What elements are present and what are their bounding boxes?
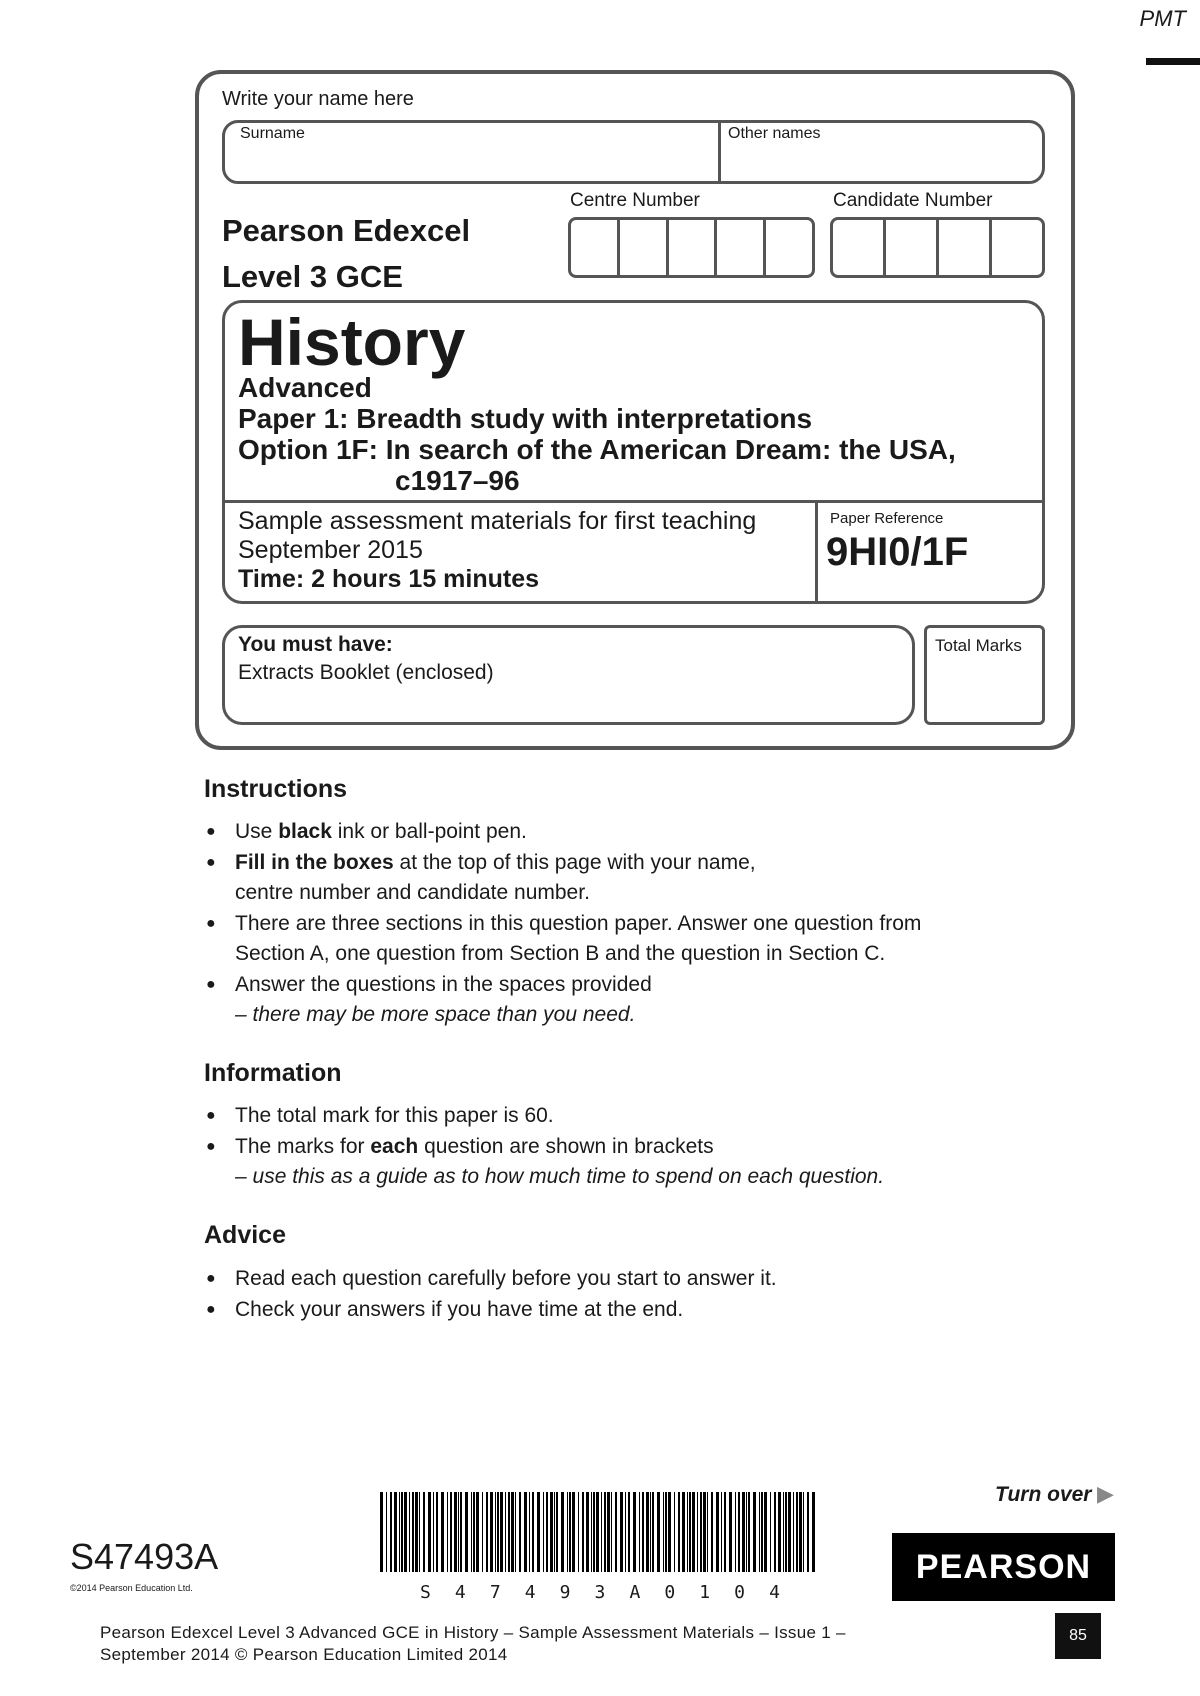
information-list — [206, 1101, 1006, 1193]
surname-field[interactable] — [240, 142, 710, 178]
sample-line2: September 2015 — [238, 536, 423, 564]
option-title: Option 1F: In search of the American Dream: the USA, — [238, 434, 956, 465]
barcode-bar — [593, 1492, 595, 1572]
barcode-bar — [423, 1492, 425, 1572]
barcode-bar — [697, 1492, 698, 1572]
option-date-range: c1917–96 — [395, 465, 520, 496]
barcode-bar — [615, 1492, 617, 1572]
barcode-bar — [537, 1492, 540, 1572]
exam-board — [222, 208, 470, 300]
centre-number-boxes[interactable] — [568, 217, 815, 278]
barcode-bar — [582, 1492, 584, 1572]
barcode-bar — [607, 1492, 610, 1572]
exam-board-line1: Pearson Edexcel — [222, 213, 471, 248]
barcode-bar — [433, 1492, 434, 1572]
time-allowed: Time: 2 hours 15 minutes — [238, 565, 540, 593]
barcode-char: 4 — [524, 1582, 536, 1603]
barcode-bar — [394, 1492, 397, 1572]
barcode-bar — [546, 1492, 548, 1572]
barcode-bar — [596, 1492, 599, 1572]
barcode-bar — [703, 1492, 706, 1572]
barcode-bar — [738, 1492, 740, 1572]
barcode-bar — [458, 1492, 459, 1572]
barcode-char: 7 — [489, 1582, 501, 1603]
barcode-bar — [386, 1492, 387, 1572]
barcode-bar — [783, 1492, 784, 1572]
candidate-number-boxes[interactable] — [830, 217, 1045, 278]
barcode-bar — [486, 1492, 488, 1572]
barcode-bar — [556, 1492, 558, 1572]
barcode-bar — [748, 1492, 750, 1572]
list-item: ● Use black ink or ball-point pen. — [206, 817, 1006, 848]
barcode-bar — [578, 1492, 579, 1572]
page-number: 85 — [1055, 1613, 1101, 1659]
barcode-bar — [511, 1492, 514, 1572]
barcode-bar — [700, 1492, 702, 1572]
centre-digit-box[interactable] — [571, 220, 617, 275]
turn-over-arrow-icon: ▶ — [1097, 1481, 1114, 1506]
barcode-bar — [724, 1492, 726, 1572]
instructions-list — [206, 817, 1006, 1031]
barcode-bar — [799, 1492, 802, 1572]
exam-board-line2: Level 3 GCE — [222, 259, 403, 294]
barcode-bar — [447, 1492, 448, 1572]
other-names-label: Other names — [728, 125, 821, 142]
pearson-logo: PEARSON — [892, 1533, 1115, 1601]
barcode-bar — [543, 1492, 544, 1572]
barcode-char: 4 — [454, 1582, 466, 1603]
sample-info — [238, 507, 756, 594]
barcode-bar — [707, 1492, 708, 1572]
barcode-char: 3 — [594, 1582, 606, 1603]
barcode-bar — [628, 1492, 630, 1572]
barcode-bar — [515, 1492, 516, 1572]
paper-title: Paper 1: Breadth study with interpretations — [238, 403, 813, 434]
barcode-bar — [678, 1492, 680, 1572]
barcode-bar — [812, 1492, 815, 1572]
barcode-char: 1 — [699, 1582, 711, 1603]
barcode-bar — [412, 1492, 414, 1572]
list-item: ● Answer the questions in the spaces provided – there may be more space than you need. — [206, 970, 1006, 1031]
footer-line2: September 2014 © Pearson Education Limited 2014 — [100, 1645, 508, 1664]
barcode-bar — [764, 1492, 767, 1572]
barcode-bar — [490, 1492, 493, 1572]
barcode-bar — [742, 1492, 745, 1572]
subject-title: History — [238, 305, 466, 379]
barcode-char: S — [420, 1582, 431, 1603]
barcode-bar — [788, 1492, 791, 1572]
barcode-bar — [399, 1492, 400, 1572]
barcode-bar — [601, 1492, 602, 1572]
paper-details — [238, 372, 956, 496]
small-copyright: ©2014 Pearson Education Ltd. — [70, 1583, 193, 1593]
barcode-bar — [567, 1492, 568, 1572]
barcode-bar — [759, 1492, 760, 1572]
barcode-bar — [721, 1492, 722, 1572]
candidate-digit-box[interactable] — [833, 220, 883, 275]
list-item: ● Fill in the boxes at the top of this page with your name, centre number and candidate number. — [206, 848, 1006, 909]
barcode-bar — [428, 1492, 431, 1572]
barcode-bar — [569, 1492, 571, 1572]
barcode-bar — [692, 1492, 695, 1572]
barcode-bar — [796, 1492, 798, 1572]
barcode-bar — [508, 1492, 510, 1572]
paper-reference: 9HI0/1F — [826, 530, 969, 574]
paper-reference-label: Paper Reference — [830, 510, 944, 527]
paper-code: S47493A — [70, 1536, 219, 1577]
barcode-bar — [591, 1492, 592, 1572]
centre-digit-box[interactable] — [714, 220, 763, 275]
barcode-bar — [404, 1492, 407, 1572]
barcode-bar — [803, 1492, 804, 1572]
barcode-char: 0 — [664, 1582, 676, 1603]
barcode-bar — [639, 1492, 640, 1572]
barcode-bar — [625, 1492, 626, 1572]
surname-label: Surname — [240, 125, 305, 142]
list-item: ● The total mark for this paper is 60. — [206, 1101, 1006, 1132]
centre-digit-box[interactable] — [617, 220, 666, 275]
barcode-bar — [761, 1492, 763, 1572]
barcode-bar — [687, 1492, 688, 1572]
barcode-bar — [550, 1492, 553, 1572]
barcode-bar — [473, 1492, 475, 1572]
barcode-bar — [774, 1492, 776, 1572]
barcode-bar — [682, 1492, 685, 1572]
barcode-bar — [716, 1492, 719, 1572]
centre-digit-box[interactable] — [763, 220, 812, 275]
instructions-heading: Instructions — [204, 775, 348, 803]
barcode-bar — [476, 1492, 479, 1572]
barcode-bar — [663, 1492, 664, 1572]
pmt-label: PMT — [1139, 6, 1186, 31]
candidate-number-label: Candidate Number — [833, 190, 993, 211]
barcode-bar — [471, 1492, 472, 1572]
barcode-bar — [642, 1492, 644, 1572]
barcode-bar — [665, 1492, 667, 1572]
turn-over-label: Turn over — [995, 1483, 1092, 1506]
subject-divider — [222, 500, 1045, 503]
barcode-bar — [532, 1492, 534, 1572]
barcode-bar — [735, 1492, 736, 1572]
barcode-bar — [611, 1492, 612, 1572]
sample-line1: Sample assessment materials for first teaching — [238, 507, 757, 535]
barcode-bar — [729, 1492, 732, 1572]
barcode-bar — [409, 1492, 410, 1572]
list-item: ● The marks for each question are shown in brackets – use this as a guide as to how much time to spend on each question. — [206, 1132, 1006, 1193]
barcode-bar — [529, 1492, 530, 1572]
barcode-bar — [380, 1492, 383, 1572]
barcode-char: 4 — [769, 1582, 780, 1603]
must-have-item: Extracts Booklet (enclosed) — [238, 661, 494, 684]
footer-line1: Pearson Edexcel Level 3 Advanced GCE in History – Sample Assessment Materials – Issue 1 – — [100, 1623, 846, 1642]
barcode-bar — [586, 1492, 589, 1572]
barcode-bar — [689, 1492, 691, 1572]
barcode-bar — [793, 1492, 794, 1572]
barcode-bar — [652, 1492, 654, 1572]
information-heading: Information — [204, 1059, 342, 1087]
barcode-bar — [505, 1492, 506, 1572]
barcode-bar — [401, 1492, 403, 1572]
candidate-digit-box[interactable] — [989, 220, 1042, 275]
barcode-bar — [650, 1492, 651, 1572]
list-item: ● There are three sections in this question paper. Answer one question from Section A, one question from Section B and the question in Section C. — [206, 909, 1006, 970]
barcode-bar — [657, 1492, 660, 1572]
barcode-bar — [753, 1492, 756, 1572]
total-marks-label: Total Marks — [935, 636, 1022, 655]
barcode-bar — [441, 1492, 444, 1572]
other-names-field[interactable] — [728, 142, 1033, 178]
barcode-bar — [495, 1492, 496, 1572]
barcode-bar — [454, 1492, 457, 1572]
barcode-bar — [633, 1492, 636, 1572]
barcode-bar — [572, 1492, 575, 1572]
level-label: Advanced — [238, 372, 372, 403]
reference-divider — [815, 500, 818, 604]
centre-number-label: Centre Number — [570, 190, 700, 211]
barcode-bar — [620, 1492, 623, 1572]
candidate-digit-box[interactable] — [883, 220, 936, 275]
barcode-bar — [519, 1492, 521, 1572]
barcode-bar — [524, 1492, 527, 1572]
barcode-bar — [415, 1492, 418, 1572]
must-have-title: You must have: — [238, 633, 393, 656]
barcode-bar — [500, 1492, 503, 1572]
barcode-bar — [460, 1492, 462, 1572]
barcode-bar — [807, 1492, 809, 1572]
barcode-bar — [778, 1492, 781, 1572]
list-item: ● Check your answers if you have time at the end. — [206, 1295, 1006, 1326]
barcode-bar — [390, 1492, 392, 1572]
barcode-bar — [497, 1492, 499, 1572]
barcode-bar — [450, 1492, 452, 1572]
advice-list — [206, 1264, 1006, 1325]
barcode-bar — [554, 1492, 555, 1572]
barcode-bar — [604, 1492, 606, 1572]
pmt-bar — [1146, 58, 1200, 65]
barcode-char: 9 — [559, 1582, 571, 1603]
barcode — [380, 1492, 820, 1572]
centre-digit-box[interactable] — [666, 220, 715, 275]
barcode-bar — [668, 1492, 671, 1572]
barcode-bar — [561, 1492, 564, 1572]
barcode-bar — [674, 1492, 675, 1572]
barcode-bar — [746, 1492, 747, 1572]
list-item: ● Read each question carefully before you start to answer it. — [206, 1264, 1006, 1295]
barcode-bar — [785, 1492, 787, 1572]
candidate-digit-box[interactable] — [936, 220, 989, 275]
write-name-label: Write your name here — [222, 88, 414, 110]
barcode-text — [380, 1582, 820, 1603]
name-divider — [718, 120, 721, 184]
barcode-bar — [465, 1492, 468, 1572]
barcode-bar — [646, 1492, 649, 1572]
barcode-bar — [436, 1492, 438, 1572]
advice-heading: Advice — [204, 1221, 286, 1249]
barcode-bar — [711, 1492, 713, 1572]
barcode-bar — [419, 1492, 420, 1572]
barcode-char: 0 — [734, 1582, 745, 1603]
page-footer — [100, 1622, 846, 1666]
barcode-bar — [482, 1492, 483, 1572]
barcode-char: A — [629, 1582, 641, 1603]
barcode-bar — [770, 1492, 771, 1572]
